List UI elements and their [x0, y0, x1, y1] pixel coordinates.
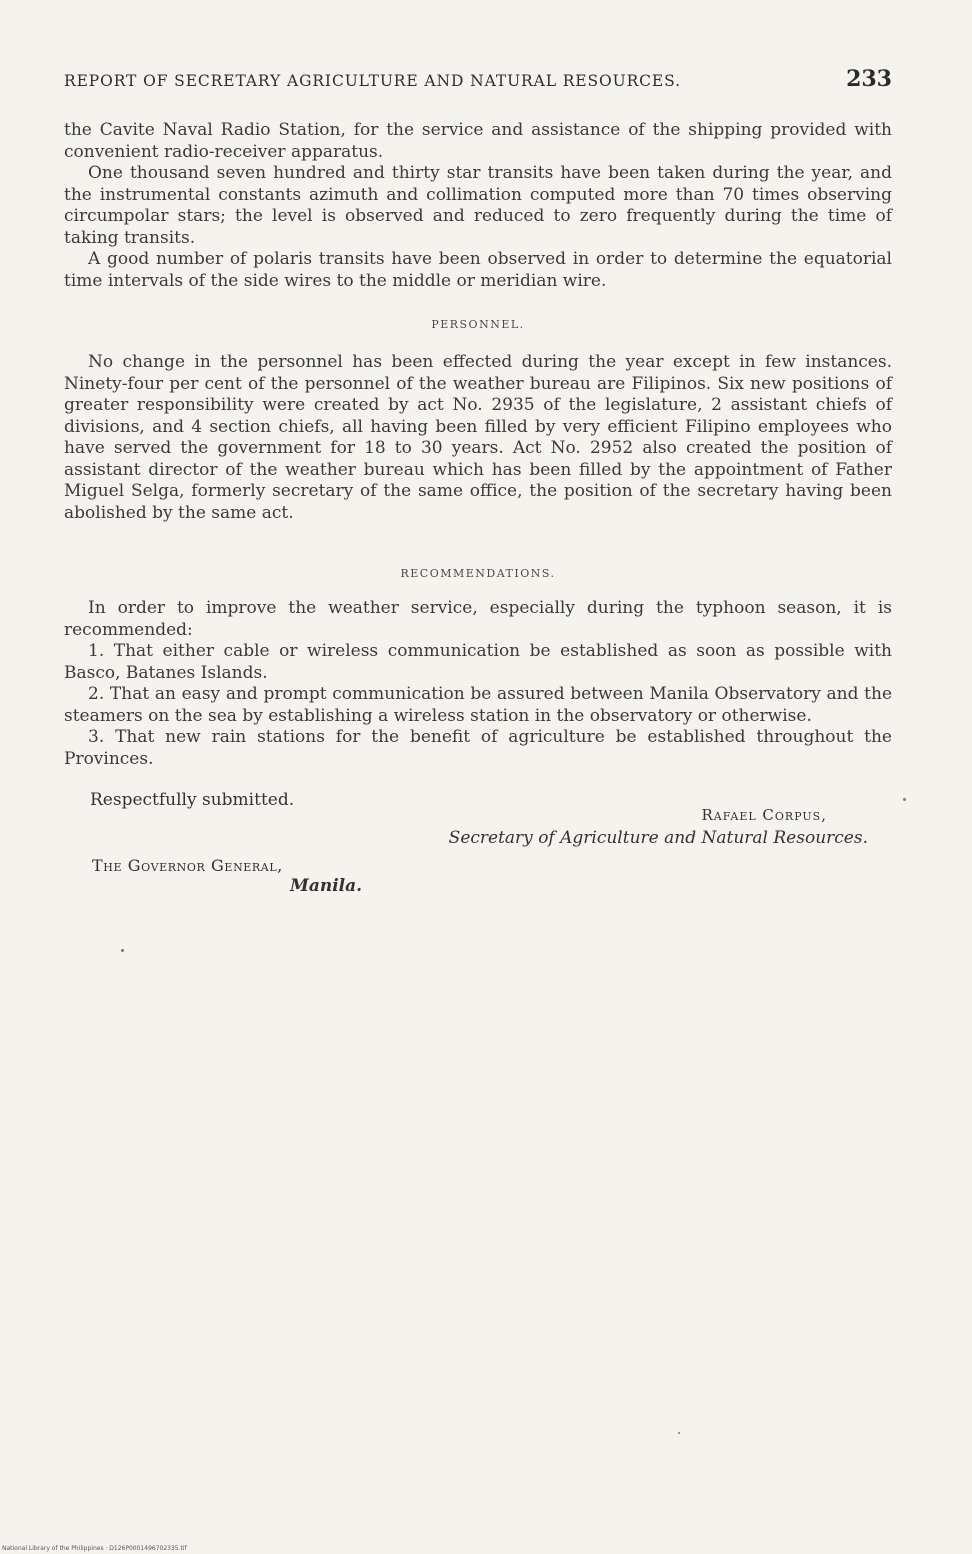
paragraph-personnel: No change in the personnel has been effected during the year except in few instances. Ninety-four per cent of the personnel of the weather bureau are Filipinos. Six new positions of greater responsibility were created by act No. 2935 of the legislature, 2 assistant chiefs of divisions, and 4 section chiefs, all having been filled by very efficient Filipino employees who have served the government for 18 to 30 years. Act No. 2952 also created the position of assistant director of the weather bureau which has been filled by the appointment of Father Miguel Selga, formerly secretary of the same office, the position of the secretary having been abolished by the same act.: [64, 352, 892, 523]
scan-speck: [678, 1432, 680, 1434]
page-number: 233: [846, 66, 892, 92]
footer-credit: National Library of the Philippines · D126P0001496702335.tif: [2, 1545, 187, 1552]
signer-title: Secretary of Agriculture and Natural Resources.: [448, 828, 868, 848]
recommendation-item-2: 2. That an easy and prompt communication be assured between Manila Observatory and the steamers on the sea by establishing a wireless station in the observatory or otherwise.: [64, 684, 892, 726]
personnel-section: [64, 352, 892, 524]
signer-name: Rafael Corpus,: [701, 806, 827, 824]
recommendation-item-3: 3. That new rain stations for the benefit of agriculture be established throughout the Provinces.: [64, 727, 892, 769]
recommendations-heading: RECOMMENDATIONS.: [400, 567, 556, 580]
scan-speck: [121, 949, 124, 952]
addressee: The Governor General,: [92, 856, 283, 875]
running-title: REPORT OF SECRETARY AGRICULTURE AND NATURAL RESOURCES.: [64, 72, 681, 90]
scan-speck: [903, 798, 906, 801]
addressee-place: Manila.: [290, 876, 363, 896]
running-head: [64, 66, 892, 96]
paragraph-recommendations-intro: In order to improve the weather service, especially during the typhoon season, it is recommended:: [64, 598, 892, 640]
recommendations-section: [64, 598, 892, 770]
paragraph-cavite-station: the Cavite Naval Radio Station, for the service and assistance of the shipping provided with convenient radio-receiver apparatus.: [64, 120, 892, 162]
recommendation-item-1: 1. That either cable or wireless communication be established as soon as possible with Basco, Batanes Islands.: [64, 641, 892, 683]
paragraph-polaris-transits: A good number of polaris transits have been observed in order to determine the equatorial time intervals of the side wires to the middle or meridian wire.: [64, 249, 892, 291]
personnel-heading: PERSONNEL.: [431, 318, 525, 331]
valediction: Respectfully submitted.: [90, 790, 295, 810]
opening-text: [64, 120, 892, 292]
paragraph-star-transits: One thousand seven hundred and thirty star transits have been taken during the year, and the instrumental constants azimuth and collimation computed more than 70 times observing circumpolar stars; the level is observed and reduced to zero frequently during the time of taking transits.: [64, 163, 892, 248]
